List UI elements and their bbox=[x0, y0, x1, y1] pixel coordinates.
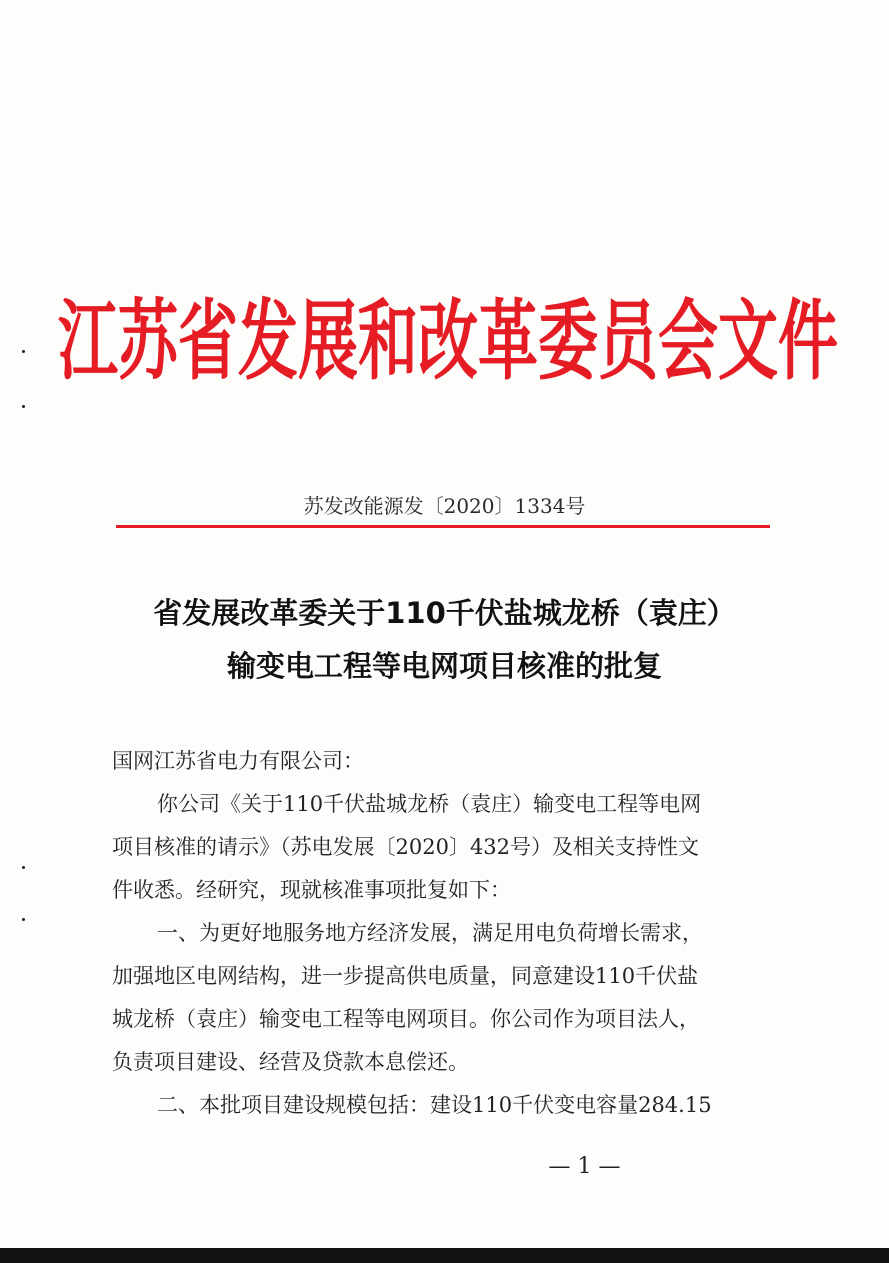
body-line: 二、本批项目建设规模包括：建设110千伏变电容量284.15 bbox=[157, 1093, 712, 1117]
document-number: 苏发改能源发〔2020〕1334号 bbox=[303, 494, 586, 518]
body-line: 你公司《关于110千伏盐城龙桥（袁庄）输变电工程等电网 bbox=[157, 792, 702, 816]
document-title-line-2: 输变电工程等电网项目核准的批复 bbox=[226, 649, 662, 683]
issuer-title bbox=[58, 282, 838, 402]
body-line: 件收悉。经研究，现就核准事项批复如下： bbox=[112, 878, 511, 902]
salutation: 国网江苏省电力有限公司： bbox=[112, 749, 364, 773]
document-title-line-1: 省发展改革委关于110千伏盐城龙桥（袁庄） bbox=[153, 596, 736, 630]
red-divider-line bbox=[116, 525, 770, 528]
scan-bottom-edge bbox=[0, 1248, 889, 1263]
body-line: 一、为更好地服务地方经济发展，满足用电负荷增长需求， bbox=[157, 921, 703, 945]
body-line: 项目核准的请示》（苏电发展〔2020〕432号）及相关支持性文 bbox=[112, 835, 700, 859]
page-number: — 1 — bbox=[548, 1154, 621, 1179]
body-line: 负责项目建设、经营及贷款本息偿还。 bbox=[112, 1050, 469, 1074]
document-body bbox=[112, 740, 792, 1127]
scan-speck bbox=[22, 405, 25, 408]
issuer-title-text: 江苏省发展和改革委员会文件 bbox=[58, 291, 838, 393]
body-line: 加强地区电网结构，进一步提高供电质量，同意建设110千伏盐 bbox=[112, 964, 699, 988]
scan-speck bbox=[22, 918, 25, 921]
scan-speck bbox=[22, 866, 25, 869]
scan-speck bbox=[22, 350, 25, 353]
body-line: 城龙桥（袁庄）输变电工程等电网项目。你公司作为项目法人， bbox=[112, 1007, 700, 1031]
